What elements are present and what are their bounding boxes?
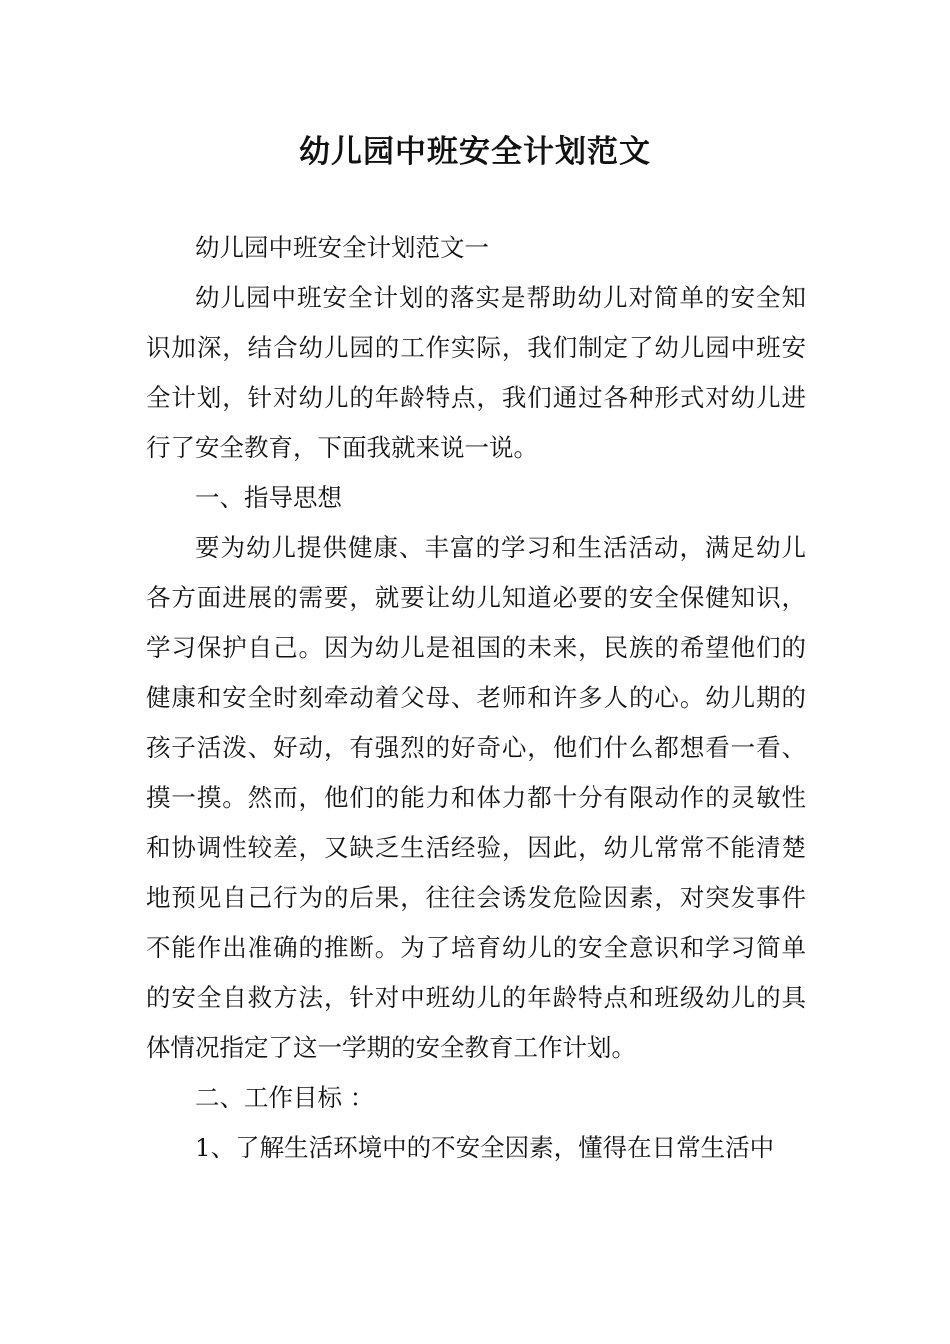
section-heading: 幼儿园中班安全计划范文一	[195, 233, 489, 262]
list-item: 1、了解生活环境中的不安全因素，懂得在日常生活中	[195, 1133, 775, 1162]
intro-paragraph: 幼儿园中班安全计划的落实是帮助幼儿对简单的安全知识加深，结合幼儿园的工作实际，我们制定了幼儿园中班安全计划，针对幼儿的年龄特点，我们通过各种形式对幼儿进行了安全教育，下面我就来说一说。	[146, 283, 806, 462]
section-heading: 二、工作目标 ：	[195, 1083, 375, 1112]
document-body	[146, 223, 806, 1173]
body-paragraph: 要为幼儿提供健康、丰富的学习和生活活动，满足幼儿各方面进展的需要，就要让幼儿知道必要的安全保健知识，学习保护自己。因为幼儿是祖国的未来，民族的希望他们的健康和安全时刻牵动着父母、老师和许多人的心。幼儿期的孩子活泼、好动，有强烈的好奇心，他们什么都想看一看、摸一摸。然而，他们的能力和体力都十分有限动作的灵敏性和协调性较差，又缺乏生活经验，因此，幼儿常常不能清楚地预见自己行为的后果，往往会诱发危险因素，对突发事件不能作出准确的推断。为了培育幼儿的安全意识和学习简单的安全自救方法，针对中班幼儿的年龄特点和班级幼儿的具体情况指定了这一学期的安全教育工作计划。	[146, 533, 806, 1062]
document-title: 幼儿园中班安全计划范文	[299, 134, 651, 170]
section-heading: 一、指导思想	[195, 483, 342, 512]
